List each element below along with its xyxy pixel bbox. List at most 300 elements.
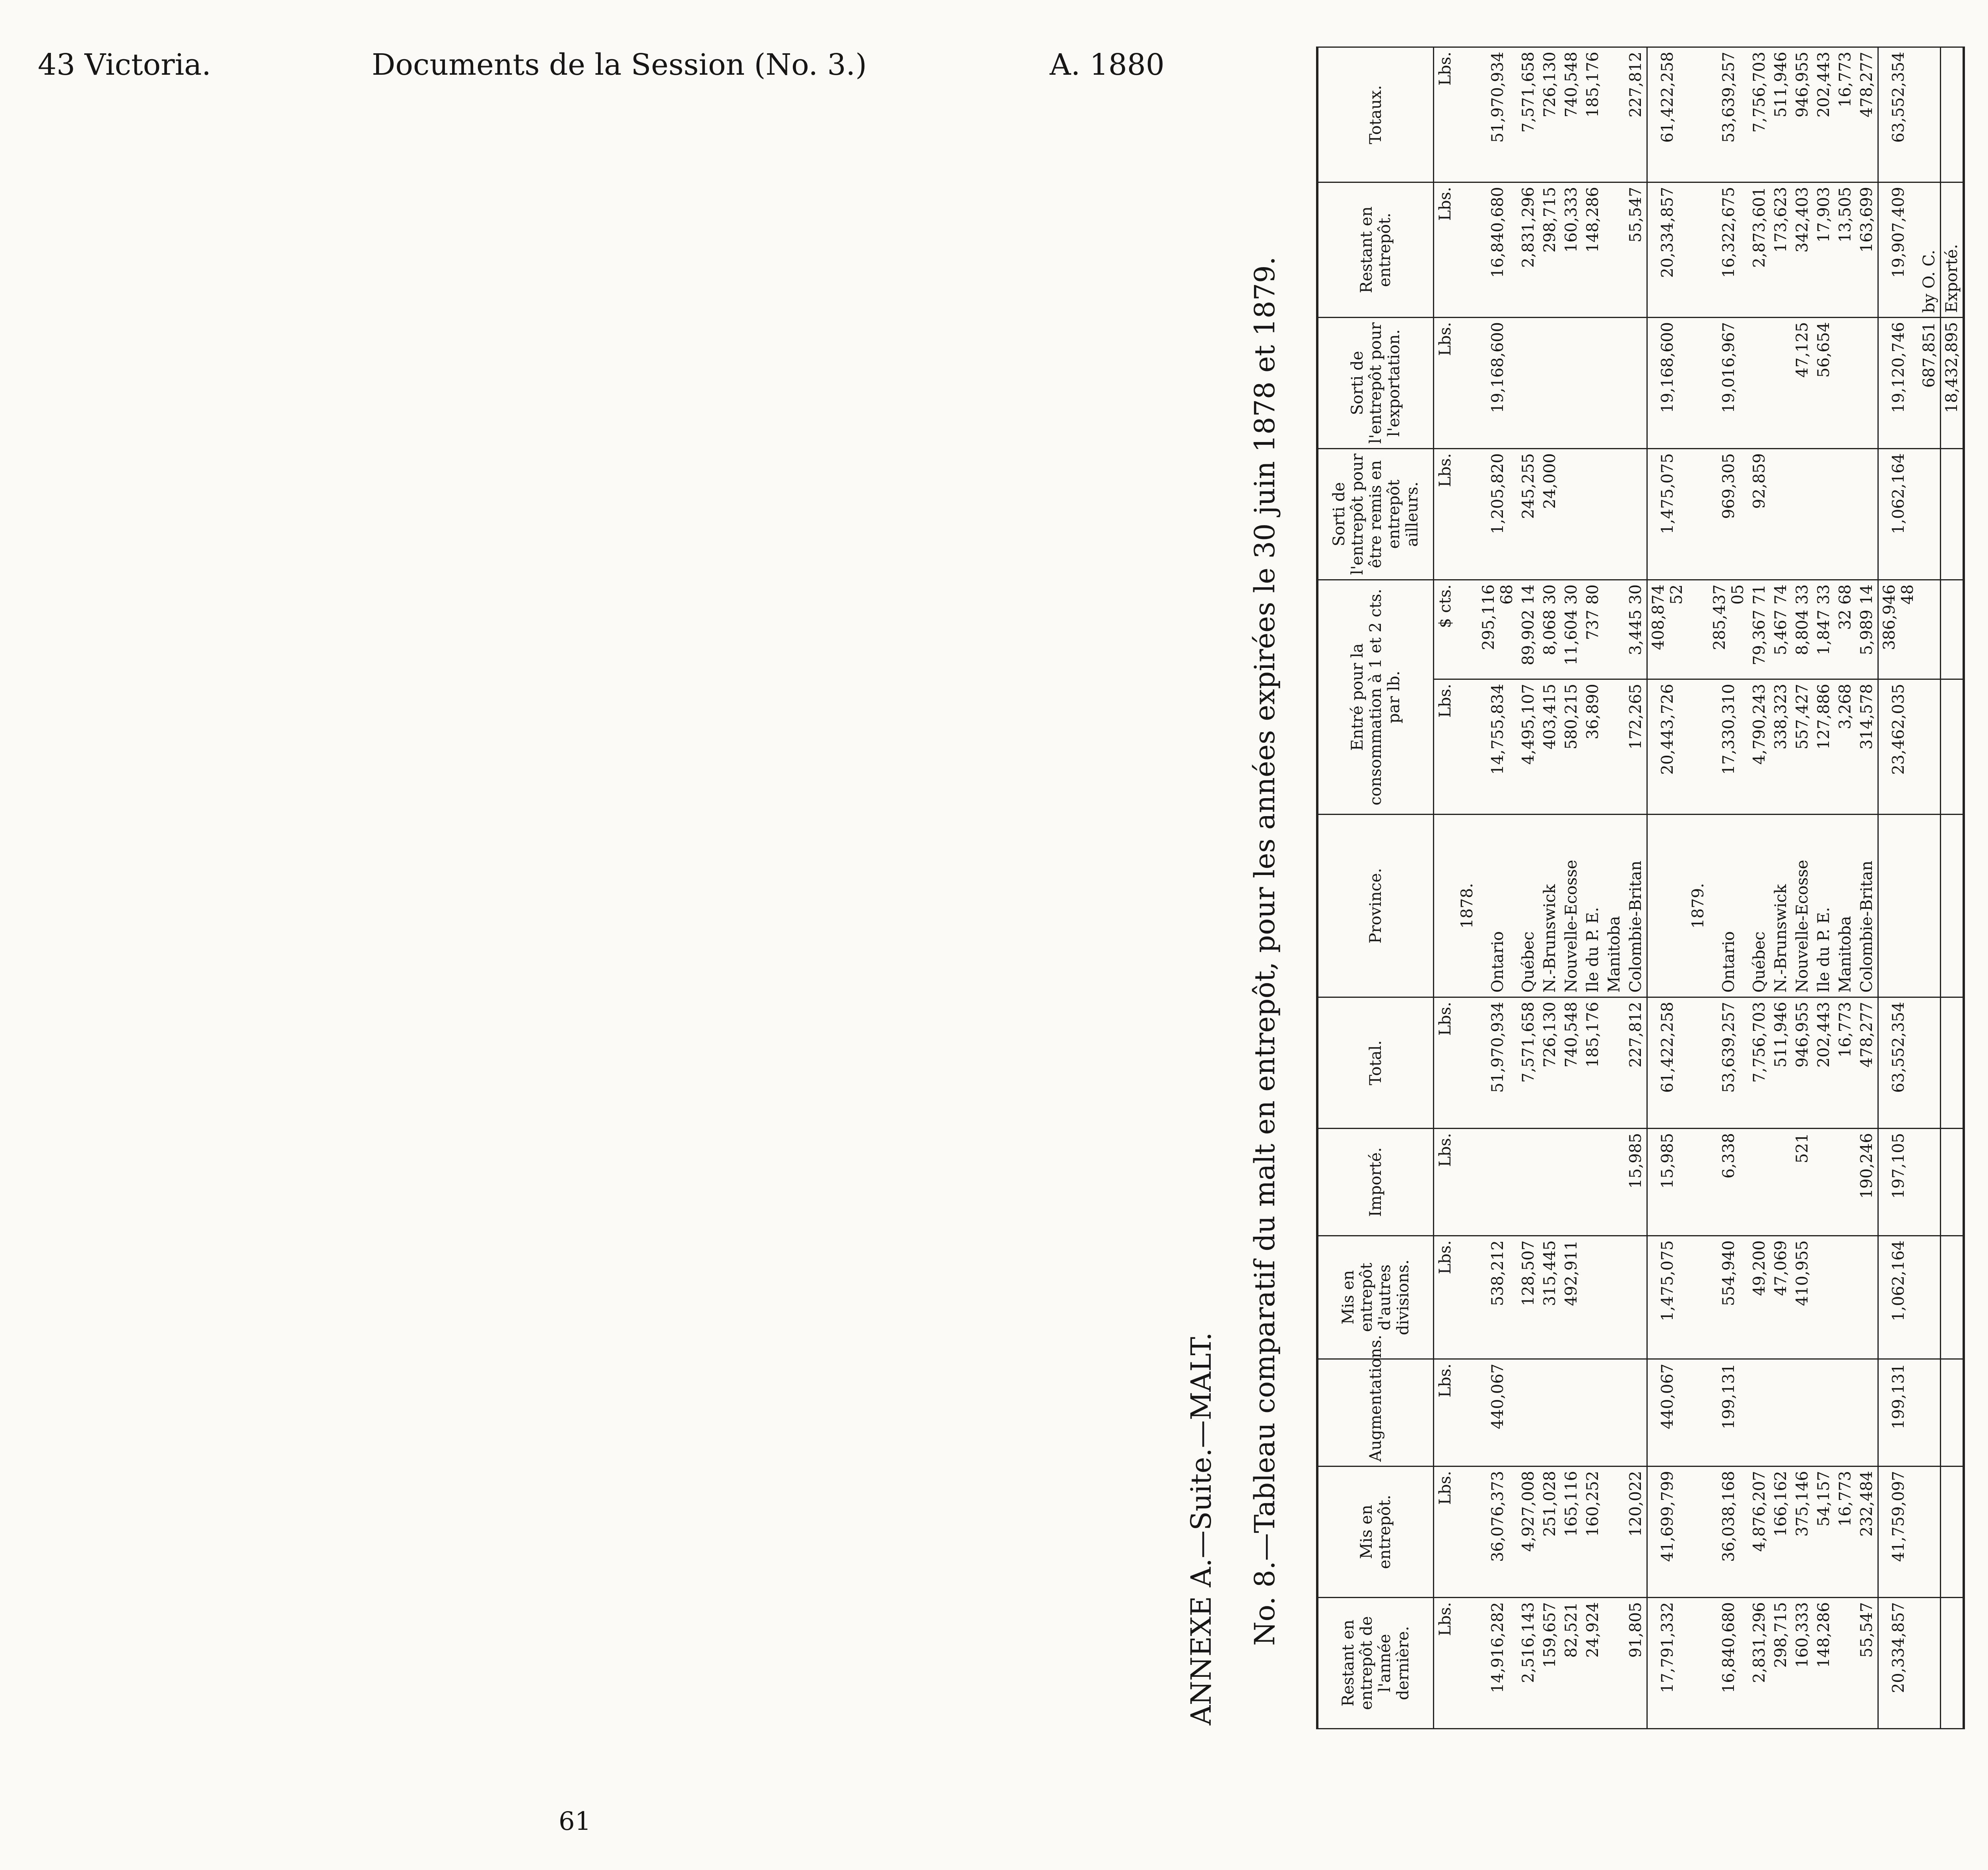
table-cell: [1582, 1359, 1604, 1467]
table-cell: Lbs.: [1434, 679, 1457, 815]
table-cell: 1,475,075: [1647, 1236, 1688, 1359]
table-cell: [1518, 1129, 1539, 1236]
table-cell: 440,067: [1647, 1359, 1688, 1467]
table-cell: 1,062,164: [1878, 1236, 1919, 1359]
table-cell: [1687, 448, 1709, 580]
table-cell: 2,831,296: [1749, 1598, 1770, 1729]
table-cell: 199,131: [1878, 1359, 1919, 1467]
table-cell: [1749, 1359, 1770, 1467]
table-cell: 14,755,834: [1478, 679, 1518, 815]
table-cell: [1456, 182, 1478, 317]
table-cell: Colombie-Britan: [1625, 815, 1647, 997]
table-cell: [1647, 815, 1688, 997]
table-cell: 23,462,035: [1878, 679, 1919, 815]
table-cell: [1604, 1359, 1625, 1467]
table-cell: [1561, 1359, 1582, 1467]
table-cell: Lbs.: [1434, 1598, 1457, 1729]
table-cell: 251,028: [1539, 1467, 1561, 1598]
table-cell: 36,890: [1582, 679, 1604, 815]
table-cell: [1813, 1359, 1835, 1467]
table-cell: Lbs.: [1434, 1236, 1457, 1359]
table-cell: 410,955: [1792, 1236, 1813, 1359]
table-cell: [1582, 1236, 1604, 1359]
table-cell: 15,985: [1625, 1129, 1647, 1236]
table-cell: 166,162: [1770, 1467, 1792, 1598]
table-cell: [1770, 448, 1792, 580]
column-header: Sorti de l'entrepôt pour l'exportation.: [1317, 317, 1434, 448]
table-cell: [1918, 1129, 1941, 1236]
table-cell: 8,804 33: [1792, 580, 1813, 679]
table-cell: 11,604 30: [1561, 580, 1582, 679]
table-cell: 557,427: [1792, 679, 1813, 815]
table-cell: [1561, 317, 1582, 448]
table-cell: 61,422,258: [1647, 47, 1688, 182]
table-cell: 16,773: [1835, 1467, 1856, 1598]
table-cell: 82,521: [1561, 1598, 1582, 1729]
table-cell: 190,246: [1856, 1129, 1878, 1236]
table-cell: [1878, 815, 1919, 997]
table-cell: [1604, 580, 1625, 679]
table-cell: 2,873,601: [1749, 182, 1770, 317]
table-cell: 295,116 68: [1478, 580, 1518, 679]
table-cell: 315,445: [1539, 1236, 1561, 1359]
table-cell: [1918, 1236, 1941, 1359]
table-cell: 403,415: [1539, 679, 1561, 815]
table-cell: [1835, 448, 1856, 580]
table-cell: 148,286: [1582, 182, 1604, 317]
table-cell: 49,200: [1749, 1236, 1770, 1359]
table-cell: 53,639,257: [1709, 47, 1749, 182]
table-cell: [1687, 997, 1709, 1129]
table-cell: 13,505: [1835, 182, 1856, 317]
table-cell: 7,571,658: [1518, 997, 1539, 1129]
table-cell: 4,495,107: [1518, 679, 1539, 815]
table-row: [1478, 47, 1518, 1728]
table-cell: 4,927,008: [1518, 1467, 1539, 1598]
table-cell: [1687, 317, 1709, 448]
column-header: Mis en entrepôt d'autres divisions.: [1317, 1236, 1434, 1359]
table-cell: [1604, 679, 1625, 815]
table-cell: 2,516,143: [1518, 1598, 1539, 1729]
table-row: [1604, 47, 1625, 1728]
table-cell: [1918, 1359, 1941, 1467]
table-cell: [1456, 47, 1478, 182]
table-cell: [1941, 1598, 1964, 1729]
table-cell: [1941, 997, 1964, 1129]
page-number: 61: [559, 1807, 591, 1836]
year-label: A. 1880: [1050, 48, 1165, 82]
table-row: [1813, 47, 1835, 1728]
table-cell: 1878.: [1456, 815, 1478, 997]
table-cell: Lbs.: [1434, 1467, 1457, 1598]
table-cell: 1,475,075: [1647, 448, 1688, 580]
table-cell: 3,268: [1835, 679, 1856, 815]
table-row: [1749, 47, 1770, 1728]
table-cell: 375,146: [1792, 1467, 1813, 1598]
table-cell: 285,437 05: [1709, 580, 1749, 679]
table-cell: 127,886: [1813, 679, 1835, 815]
table-cell: 478,277: [1856, 47, 1878, 182]
table-cell: [1835, 1359, 1856, 1467]
table-cell: Ontario: [1709, 815, 1749, 997]
table-cell: 18,432,895: [1941, 317, 1964, 448]
table-cell: [1687, 1467, 1709, 1598]
table-cell: 227,812: [1625, 997, 1647, 1129]
table-cell: 478,277: [1856, 997, 1878, 1129]
table-cell: 61,422,258: [1647, 997, 1688, 1129]
table-cell: 51,970,934: [1478, 997, 1518, 1129]
table-cell: 1,205,820: [1478, 448, 1518, 580]
table-cell: [1687, 182, 1709, 317]
table-cell: Nouvelle-Ecosse: [1561, 815, 1582, 997]
table-cell: [1941, 47, 1964, 182]
table-cell: 185,176: [1582, 47, 1604, 182]
table-cell: $ cts.: [1434, 580, 1457, 679]
table-row: [1561, 47, 1582, 1728]
table-cell: 386,946 48: [1878, 580, 1919, 679]
table-cell: 41,759,097: [1878, 1467, 1919, 1598]
table-cell: [1539, 1129, 1561, 1236]
table-cell: 740,548: [1561, 47, 1582, 182]
table-cell: 32 68: [1835, 580, 1856, 679]
table-row: [1539, 47, 1561, 1728]
table-row: [1792, 47, 1813, 1728]
table-cell: 14,916,282: [1478, 1598, 1518, 1729]
table-cell: 19,907,409: [1878, 182, 1919, 317]
table-cell: [1941, 1467, 1964, 1598]
table-cell: 511,946: [1770, 47, 1792, 182]
table-cell: 16,840,680: [1478, 182, 1518, 317]
table-cell: 197,105: [1878, 1129, 1919, 1236]
export-total-row: [1941, 47, 1964, 1728]
table-cell: [1518, 1359, 1539, 1467]
table-cell: [1918, 815, 1941, 997]
table-cell: [1749, 1129, 1770, 1236]
table-cell: [1687, 1598, 1709, 1729]
table-cell: 8,068 30: [1539, 580, 1561, 679]
table-cell: [1604, 1467, 1625, 1598]
table-cell: [1813, 1129, 1835, 1236]
table-cell: 946,955: [1792, 47, 1813, 182]
table-cell: [1941, 448, 1964, 580]
table-cell: [1456, 679, 1478, 815]
table-cell: 91,805: [1625, 1598, 1647, 1729]
document-title: Documents de la Session (No. 3.): [372, 48, 867, 82]
table-cell: 53,639,257: [1709, 997, 1749, 1129]
table-cell: [1625, 448, 1647, 580]
table-cell: 1,847 33: [1813, 580, 1835, 679]
table-cell: [1625, 317, 1647, 448]
table-cell: 160,333: [1792, 1598, 1813, 1729]
table-cell: 298,715: [1770, 1598, 1792, 1729]
table-cell: 946,955: [1792, 997, 1813, 1129]
table-cell: [1518, 317, 1539, 448]
table-cell: Exporté.: [1941, 182, 1964, 317]
table-cell: 160,252: [1582, 1467, 1604, 1598]
table-cell: [1456, 1467, 1478, 1598]
table-cell: Ontario: [1478, 815, 1518, 997]
table-cell: 79,367 71: [1749, 580, 1770, 679]
table-cell: Lbs.: [1434, 997, 1457, 1129]
table-cell: 202,443: [1813, 997, 1835, 1129]
table-cell: 47,125: [1792, 317, 1813, 448]
table-cell: 740,548: [1561, 997, 1582, 1129]
column-header: Importé.: [1317, 1129, 1434, 1236]
table-cell: [1835, 1129, 1856, 1236]
table-cell: 56,654: [1813, 317, 1835, 448]
units-row: [1434, 47, 1457, 1728]
table-cell: 521: [1792, 1129, 1813, 1236]
table-cell: 440,067: [1478, 1359, 1518, 1467]
table-cell: 298,715: [1539, 182, 1561, 317]
table-cell: [1835, 1598, 1856, 1729]
table-cell: 15,985: [1647, 1129, 1688, 1236]
table-cell: [1941, 1236, 1964, 1359]
column-header: Restant en entrepôt de l'année dernière.: [1317, 1598, 1434, 1729]
table-cell: 338,323: [1770, 679, 1792, 815]
table-cell: 17,791,332: [1647, 1598, 1688, 1729]
table-cell: [1561, 448, 1582, 580]
table-cell: [1770, 1129, 1792, 1236]
table-row: [1770, 47, 1792, 1728]
table-cell: [1539, 317, 1561, 448]
table-cell: 1879.: [1687, 815, 1709, 997]
table-cell: 737 80: [1582, 580, 1604, 679]
table-cell: [1456, 1129, 1478, 1236]
table-cell: [1604, 997, 1625, 1129]
export-oc-row: [1918, 47, 1941, 1728]
annex-title: ANNEXE A.—Suite.—MALT.: [1185, 1332, 1217, 1725]
table-cell: 554,940: [1709, 1236, 1749, 1359]
table-cell: Ile du P. E.: [1813, 815, 1835, 997]
column-header: Mis en entrepôt.: [1317, 1467, 1434, 1598]
table-cell: 19,016,967: [1709, 317, 1749, 448]
table-cell: 511,946: [1770, 997, 1792, 1129]
table-cell: [1456, 1598, 1478, 1729]
table-cell: [1687, 47, 1709, 182]
table-cell: [1918, 448, 1941, 580]
table-cell: 20,334,857: [1878, 1598, 1919, 1729]
column-header: Entré pour la consommation à 1 et 2 cts. par lb.: [1317, 580, 1434, 814]
year-row: [1456, 47, 1478, 1728]
column-header: Total.: [1317, 997, 1434, 1129]
table-cell: 63,552,354: [1878, 997, 1919, 1129]
table-cell: [1813, 1236, 1835, 1359]
table-cell: Colombie-Britan: [1856, 815, 1878, 997]
table-cell: [1604, 1129, 1625, 1236]
table-cell: 185,176: [1582, 997, 1604, 1129]
table-cell: [1835, 1236, 1856, 1359]
table-cell: [1456, 1359, 1478, 1467]
table-cell: [1539, 1359, 1561, 1467]
table-cell: 128,507: [1518, 1236, 1539, 1359]
table-cell: 17,330,310: [1709, 679, 1749, 815]
table-cell: [1856, 1236, 1878, 1359]
table-cell: 6,338: [1709, 1129, 1749, 1236]
table-cell: 148,286: [1813, 1598, 1835, 1729]
table-cell: 19,168,600: [1647, 317, 1688, 448]
table-cell: [1456, 997, 1478, 1129]
table-cell: N.-Brunswick: [1770, 815, 1792, 997]
table-cell: 492,911: [1561, 1236, 1582, 1359]
table-cell: 199,131: [1709, 1359, 1749, 1467]
table-cell: Lbs.: [1434, 448, 1457, 580]
table-cell: [1770, 317, 1792, 448]
table-cell: [1582, 448, 1604, 580]
table-cell: [1918, 580, 1941, 679]
table-cell: 314,578: [1856, 679, 1878, 815]
table-cell: Lbs.: [1434, 317, 1457, 448]
table-cell: Nouvelle-Ecosse: [1792, 815, 1813, 997]
table-cell: Manitoba: [1835, 815, 1856, 997]
table-cell: N.-Brunswick: [1539, 815, 1561, 997]
table-cell: Lbs.: [1434, 47, 1457, 182]
table-cell: 16,773: [1835, 997, 1856, 1129]
table-cell: [1918, 1598, 1941, 1729]
table-cell: [1604, 448, 1625, 580]
table-cell: [1604, 182, 1625, 317]
table-cell: [1941, 815, 1964, 997]
table-cell: 16,773: [1835, 47, 1856, 182]
table-cell: 89,902 14: [1518, 580, 1539, 679]
column-header: Restant en entrepôt.: [1317, 182, 1434, 317]
table-cell: Lbs.: [1434, 182, 1457, 317]
table-cell: 163,699: [1856, 182, 1878, 317]
table-row: [1582, 47, 1604, 1728]
table-cell: 173,623: [1770, 182, 1792, 317]
table-cell: 16,840,680: [1709, 1598, 1749, 1729]
table-cell: [1856, 1359, 1878, 1467]
column-header: Totaux.: [1317, 47, 1434, 182]
table-cell: [1918, 997, 1941, 1129]
year-row: [1687, 47, 1709, 1728]
table-row: [1835, 47, 1856, 1728]
table-cell: 159,657: [1539, 1598, 1561, 1729]
table-cell: Manitoba: [1604, 815, 1625, 997]
table-cell: 24,000: [1539, 448, 1561, 580]
table-title: No. 8.—Tableau comparatif du malt en entrepôt, pour les années expirées le 30 juin 1878 et 1879.: [1248, 256, 1281, 1646]
table-cell: 726,130: [1539, 997, 1561, 1129]
table-cell: [1856, 448, 1878, 580]
table-cell: 36,038,168: [1709, 1467, 1749, 1598]
table-row: [1709, 47, 1749, 1728]
table-cell: [1687, 679, 1709, 815]
table-cell: [1456, 580, 1478, 679]
table-cell: 36,076,373: [1478, 1467, 1518, 1598]
column-header: Province.: [1317, 815, 1434, 997]
table-cell: 54,157: [1813, 1467, 1835, 1598]
table-cell: 20,443,726: [1647, 679, 1688, 815]
table-cell: 7,756,703: [1749, 47, 1770, 182]
header-row: [1317, 47, 1434, 1728]
table-cell: [1941, 679, 1964, 815]
table-cell: 165,116: [1561, 1467, 1582, 1598]
table-cell: Québec: [1749, 815, 1770, 997]
rotated-table-region: [1185, 24, 1988, 1733]
table-cell: 19,168,600: [1478, 317, 1518, 448]
table-cell: [1478, 1129, 1518, 1236]
table-cell: 726,130: [1539, 47, 1561, 182]
table-cell: 5,467 74: [1770, 580, 1792, 679]
table-cell: [1941, 580, 1964, 679]
table-cell: [1813, 448, 1835, 580]
table-cell: [1456, 1236, 1478, 1359]
table-cell: 3,445 30: [1625, 580, 1647, 679]
table-cell: [1625, 1236, 1647, 1359]
session-volume: 43 Victoria.: [38, 48, 211, 82]
table-cell: 408,874 52: [1647, 580, 1688, 679]
table-cell: 7,571,658: [1518, 47, 1539, 182]
table-cell: [1604, 47, 1625, 182]
table-cell: [1604, 317, 1625, 448]
table-cell: [1918, 679, 1941, 815]
table-cell: [1687, 580, 1709, 679]
table-cell: 55,547: [1625, 182, 1647, 317]
table-cell: 687,851: [1918, 317, 1941, 448]
table-cell: 7,756,703: [1749, 997, 1770, 1129]
table-cell: 227,812: [1625, 47, 1647, 182]
table-cell: 5,989 14: [1856, 580, 1878, 679]
table-cell: 172,265: [1625, 679, 1647, 815]
table-cell: 4,790,243: [1749, 679, 1770, 815]
table-cell: [1792, 448, 1813, 580]
table-row: [1518, 47, 1539, 1728]
table-cell: 20,334,857: [1647, 182, 1688, 317]
table-cell: 160,333: [1561, 182, 1582, 317]
table-cell: 16,322,675: [1709, 182, 1749, 317]
table-row: [1856, 47, 1878, 1728]
table-cell: [1687, 1236, 1709, 1359]
table-cell: 342,403: [1792, 182, 1813, 317]
table-cell: [1582, 1129, 1604, 1236]
table-cell: [1835, 317, 1856, 448]
total-row: [1647, 47, 1688, 1728]
table-cell: 202,443: [1813, 47, 1835, 182]
table-cell: 41,699,799: [1647, 1467, 1688, 1598]
table-cell: [1456, 448, 1478, 580]
table-cell: [1434, 815, 1457, 997]
table-cell: [1856, 317, 1878, 448]
table-cell: Québec: [1518, 815, 1539, 997]
table-cell: 17,903: [1813, 182, 1835, 317]
table-cell: Ile du P. E.: [1582, 815, 1604, 997]
table-cell: 24,924: [1582, 1598, 1604, 1729]
table-cell: 580,215: [1561, 679, 1582, 815]
table-cell: [1456, 317, 1478, 448]
table-cell: [1770, 1359, 1792, 1467]
table-cell: 51,970,934: [1478, 47, 1518, 182]
table-cell: Lbs.: [1434, 1359, 1457, 1467]
column-header: Sorti de l'entrepôt pour être remis en entrepôt ailleurs.: [1317, 448, 1434, 580]
table-cell: [1749, 317, 1770, 448]
table-cell: [1918, 1467, 1941, 1598]
table-cell: 2,831,296: [1518, 182, 1539, 317]
table-cell: 63,552,354: [1878, 47, 1919, 182]
table-cell: [1561, 1129, 1582, 1236]
table-cell: [1582, 317, 1604, 448]
table-cell: [1687, 1359, 1709, 1467]
table-cell: [1687, 1129, 1709, 1236]
table-cell: [1604, 1236, 1625, 1359]
table-row: [1625, 47, 1647, 1728]
table-cell: [1941, 1129, 1964, 1236]
table-cell: [1625, 1359, 1647, 1467]
table-cell: 245,255: [1518, 448, 1539, 580]
table-cell: 92,859: [1749, 448, 1770, 580]
table-cell: 232,484: [1856, 1467, 1878, 1598]
column-header: Augmentations.: [1317, 1359, 1434, 1467]
table-cell: 538,212: [1478, 1236, 1518, 1359]
